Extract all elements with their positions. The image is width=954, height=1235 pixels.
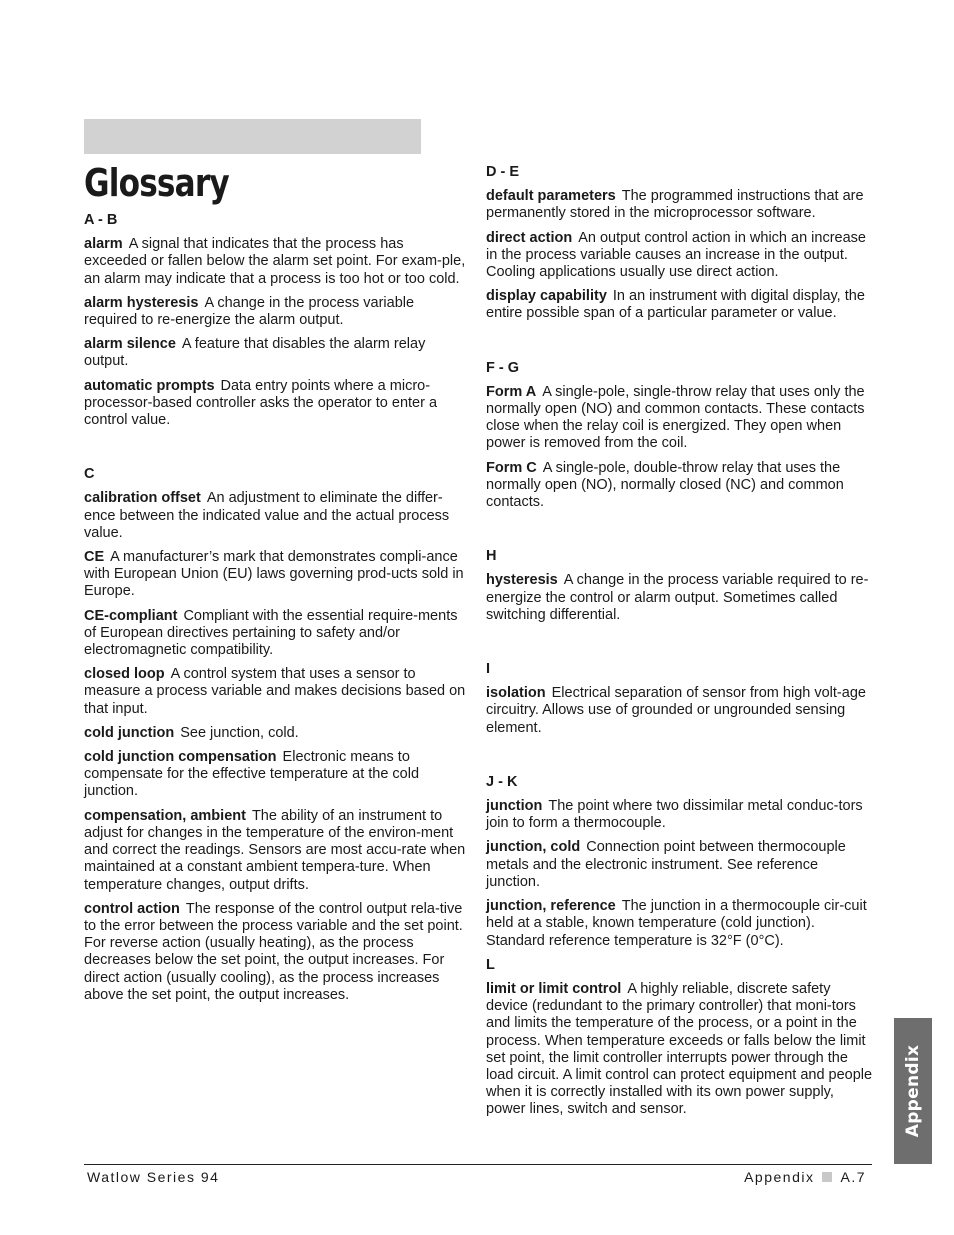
page-title: Glossary <box>84 161 229 205</box>
section-heading-i: I <box>486 661 491 678</box>
glossary-entry <box>84 549 468 601</box>
glossary-entry <box>486 460 874 512</box>
glossary-entry <box>486 981 874 1119</box>
definition: Electrical separation of sensor from high volt-age circuitry. Allows use of grounded or ungrounded sensing element. <box>486 685 866 736</box>
definition: The response of the control output rela-tive to the error between the process variable and the set point. For reverse action (usually heating), as the process decreases below the set point, the output increases. For direct action (usually cooling), as the process increases above the set point, the output increases. <box>84 900 463 1003</box>
term: compensation, ambient <box>84 807 246 824</box>
term: Form A <box>486 383 537 400</box>
left-column <box>84 212 468 1011</box>
term: junction <box>486 798 543 815</box>
definition: In an instrument with digital display, the entire possible span of a particular parameter or value. <box>486 288 865 322</box>
definition: An adjustment to eliminate the differ-ence between the indicated value and the actual process value. <box>84 490 450 541</box>
definition: Compliant with the essential require-ments of European directives pertaining to safety and/or electromagnetic compatibility. <box>84 607 458 659</box>
definition: Data entry points where a micro-processor-based controller asks the operator to enter a control value. <box>84 377 438 429</box>
term: limit or limit control <box>486 980 622 997</box>
footer-section: Appendix <box>744 1169 815 1185</box>
term: CE <box>84 549 105 566</box>
term: CE-compliant <box>84 607 178 624</box>
side-tab-label: Appendix <box>903 1044 923 1138</box>
glossary-entry <box>486 188 874 222</box>
glossary-entry <box>84 725 468 742</box>
glossary-entry <box>84 901 468 1004</box>
definition: The ability of an instrument to adjust for changes in the temperature of the environ-ment and correct the readings. Sensors are most accu-rate when maintained at a constant ambient tempera-ture. When temperature changes, output drifts. <box>84 807 466 893</box>
definition: The programmed instructions that are permanently stored in the microprocessor software. <box>486 188 864 222</box>
footer-rule <box>84 1164 872 1165</box>
glossary-entry <box>84 608 468 660</box>
definition: The junction in a thermocouple cir-cuit held at a stable, known temperature (cold junction). Standard reference temperature is 32°F (0°C). <box>486 898 867 949</box>
definition: An output control action in which an increase in the process variable causes an increase in the output. Cooling applications usually use direct action. <box>486 229 866 281</box>
glossary-entry <box>486 384 874 453</box>
term: hysteresis <box>486 572 558 589</box>
square-bullet-icon <box>822 1172 832 1182</box>
glossary-entry <box>84 490 468 542</box>
definition: A feature that disables the alarm relay output. <box>84 336 426 370</box>
glossary-entry <box>486 839 874 891</box>
term: cold junction compensation <box>84 749 277 766</box>
term: control action <box>84 900 180 917</box>
term: cold junction <box>84 724 175 741</box>
definition: A highly reliable, discrete safety device (redundant to the primary controller) that moni-tors and limits the temperature of the process, or a point in the process. When temperature exceeds or falls below the limit set point, the limit controller interrupts power through the load circuit. A limit control can protect equipment and people when it is correctly installed with its own power supply, power lines, switch and sensor. <box>486 980 873 1118</box>
glossary-entry <box>486 572 874 624</box>
term: closed loop <box>84 666 165 683</box>
term: alarm silence <box>84 336 176 353</box>
glossary-entry <box>84 378 468 430</box>
footer-page-ref <box>744 1169 866 1185</box>
term: isolation <box>486 685 546 702</box>
glossary-entry <box>84 666 468 718</box>
term: direct action <box>486 229 573 246</box>
term: junction, reference <box>486 898 616 915</box>
term: calibration offset <box>84 490 201 507</box>
glossary-entry <box>486 288 874 322</box>
section-heading-l: L <box>486 956 495 973</box>
glossary-entry <box>84 295 468 329</box>
definition: A control system that uses a sensor to measure a process variable and makes decisions based on that input. <box>84 666 466 717</box>
term: automatic prompts <box>84 377 215 394</box>
glossary-entry <box>486 898 874 950</box>
definition: A signal that indicates that the process has exceeded or fallen below the alarm set point. For exam-ple, an alarm may indicate that a process is too hot or too cold. <box>84 236 466 287</box>
term: default parameters <box>486 188 616 205</box>
glossary-entry <box>84 749 468 801</box>
term: Form C <box>486 459 537 476</box>
footer-product-name: Watlow Series 94 <box>87 1169 220 1185</box>
term: display capability <box>486 288 607 305</box>
section-heading-c: C <box>84 466 95 483</box>
glossary-entry <box>84 236 468 288</box>
header-gray-bar <box>84 119 421 154</box>
definition: The point where two dissimilar metal conduc-tors join to form a thermocouple. <box>486 798 863 832</box>
definition: A manufacturer’s mark that demonstrates compli-ance with European Union (EU) laws governing prod-ucts sold in Europe. <box>84 549 464 600</box>
definition: See junction, cold. <box>180 724 299 741</box>
definition: A change in the process variable required to re-energize the control or alarm output. Sometimes called switching differential. <box>486 572 869 623</box>
glossary-entry <box>84 336 468 370</box>
term: alarm hysteresis <box>84 294 199 311</box>
glossary-entry <box>486 685 874 737</box>
glossary-entry <box>486 798 874 832</box>
definition: A change in the process variable required to re-energize the alarm output. <box>84 294 415 329</box>
right-column <box>486 164 874 1126</box>
term: alarm <box>84 236 123 253</box>
section-heading-h: H <box>486 548 497 565</box>
section-heading-f-g: F - G <box>486 359 520 376</box>
definition: A single-pole, double-throw relay that uses the normally open (NO), normally closed (NC) and common contacts. <box>486 459 844 511</box>
appendix-side-tab <box>894 1018 932 1164</box>
definition: Electronic means to compensate for the effective temperature at the cold junction. <box>84 749 420 800</box>
section-heading-j-k: J - K <box>486 773 518 790</box>
glossary-entry <box>84 808 468 894</box>
definition: A single-pole, single-throw relay that uses only the normally open (NO) and common contacts. These contacts close when the relay coil is energized. They open when power is removed from the coil. <box>486 383 865 452</box>
term: junction, cold <box>486 839 581 856</box>
section-heading-d-e: D - E <box>486 164 520 180</box>
footer-page-number: A.7 <box>840 1169 866 1185</box>
section-heading-a-b: A - B <box>84 212 118 228</box>
glossary-entry <box>486 230 874 282</box>
definition: Connection point between thermocouple metals and the electronic instrument. See reference junction. <box>486 839 846 890</box>
